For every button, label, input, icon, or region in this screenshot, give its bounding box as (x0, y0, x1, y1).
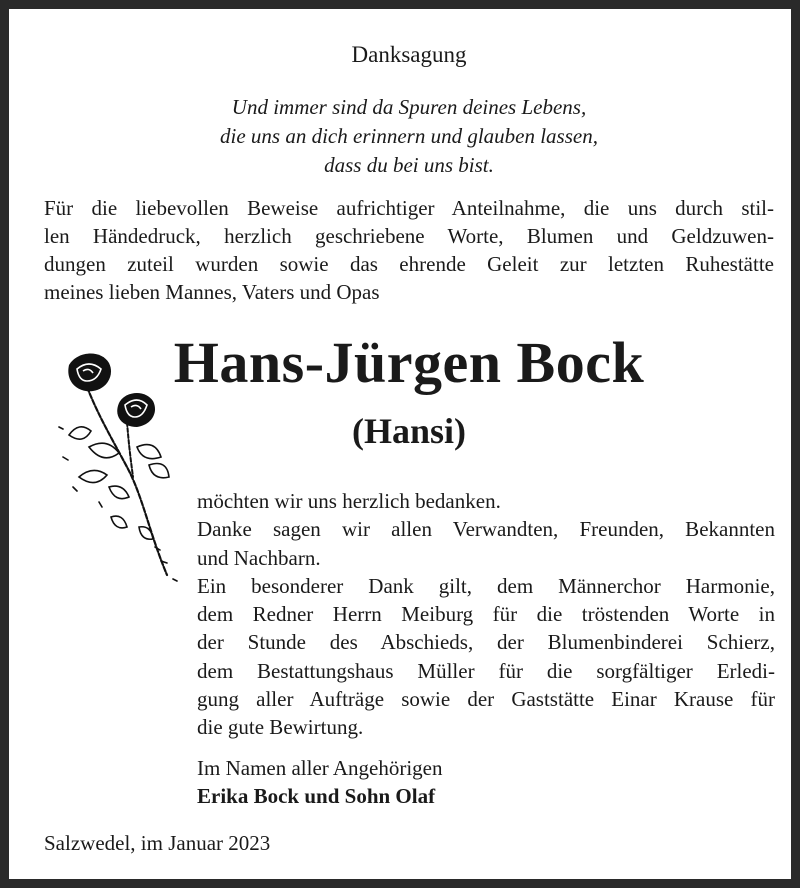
signature-names: Erika Bock und Sohn Olaf (197, 784, 436, 808)
intro-paragraph (44, 194, 774, 306)
deceased-name: Hans-Jürgen Bock (173, 330, 645, 395)
body-line: Danke sagen wir allen Verwandten, Freunden, Bekannten (197, 517, 775, 542)
signature-intro: Im Namen aller Angehörigen (197, 756, 443, 780)
intro-line: meines lieben Mannes, Vaters und Opas (44, 280, 380, 304)
thanks-paragraph (197, 487, 775, 742)
body-line: Ein besonderer Dank gilt, dem Männerchor Harmonie, (197, 573, 775, 598)
intro-line: dungen zuteil wurden sowie das ehrende Geleit zur letzten Ruhestätte (44, 252, 774, 276)
notice-heading: Danksagung (351, 42, 467, 67)
body-line: der Stunde des Abschieds, der Blumenbinderei Schierz, (197, 630, 775, 655)
signature-block (197, 754, 757, 810)
deceased-nickname: (Hansi) (351, 411, 466, 451)
body-line: möchten wir uns herzlich bedanken. (197, 489, 501, 513)
intro-line: Für die liebevollen Beweise aufrichtiger Anteilnahme, die uns durch stil- (44, 196, 774, 220)
body-line: dem Redner Herrn Meiburg für die tröstenden Worte in (197, 602, 775, 627)
body-line: und Nachbarn. (197, 545, 321, 570)
motto-line: Und immer sind da Spuren deines Lebens, (231, 95, 587, 119)
body-line: die gute Bewirtung. (197, 715, 364, 740)
body-line: dem Bestattungshaus Müller für die sorgfältiger Erledi- (197, 658, 775, 683)
motto-verse (9, 93, 800, 180)
intro-line: len Händedruck, herzlich geschriebene Worte, Blumen und Geldzuwen- (44, 224, 774, 248)
body-line: gung aller Aufträge sowie der Gaststätte Einar Krause für (197, 687, 775, 712)
motto-line: dass du bei uns bist. (324, 153, 494, 177)
place-date: Salzwedel, im Januar 2023 (44, 831, 271, 855)
motto-line: die uns an dich erinnern und glauben lassen, (220, 124, 598, 148)
